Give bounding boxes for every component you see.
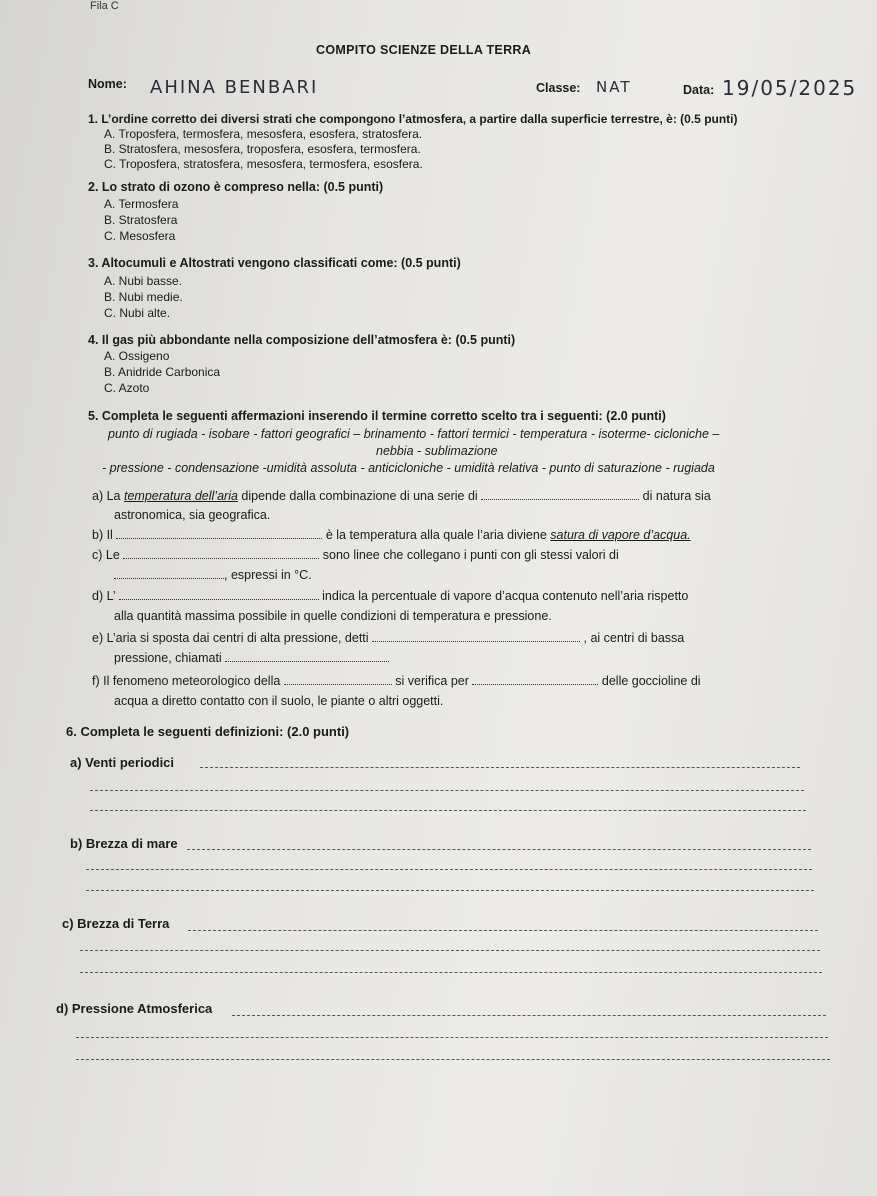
terms-line-1: punto di rugiada - isobare - fattori geografici – brinamento - fattori termici - temperatura - isoterme- cicloniche – bbox=[108, 427, 720, 441]
definition-a-line-2[interactable] bbox=[90, 790, 804, 791]
statement-a-cont: astronomica, sia geografica. bbox=[114, 508, 271, 522]
q3-option-b: B. Nubi medie. bbox=[104, 290, 183, 304]
statement-a: a) La temperatura dell’aria dipende dalla combinazione di una serie di di natura sia bbox=[92, 489, 711, 503]
class-value: NAT bbox=[596, 78, 632, 96]
definition-a-line-3[interactable] bbox=[90, 810, 806, 811]
definition-b-label: b) Brezza di mare bbox=[70, 836, 178, 851]
q4-option-b: B. Anidride Carbonica bbox=[104, 365, 221, 379]
question-6: 6. Completa le seguenti definizioni: (2.0 punti) bbox=[66, 724, 350, 739]
blank-c1[interactable] bbox=[123, 557, 319, 559]
question-2: 2. Lo strato di ozono è compreso nella: (0.5 punti) bbox=[88, 180, 384, 194]
definition-a-line-1[interactable] bbox=[200, 767, 800, 768]
question-4: 4. Il gas più abbondante nella composizione dell’atmosfera è: (0.5 punti) bbox=[88, 333, 516, 347]
date-label: Data: bbox=[683, 83, 715, 97]
statement-f-cont: acqua a diretto contatto con il suolo, le piante o altri oggetti. bbox=[114, 694, 444, 708]
definition-d-label: d) Pressione Atmosferica bbox=[56, 1001, 213, 1016]
statement-b: b) Il è la temperatura alla quale l’aria diviene satura di vapore d’acqua. bbox=[92, 528, 691, 542]
statement-c: c) Le sono linee che collegano i punti con gli stessi valori di bbox=[92, 548, 619, 562]
q1-option-c: C. Troposfera, stratosfera, mesosfera, termosfera, esosfera. bbox=[104, 157, 423, 171]
q2-option-c: C. Mesosfera bbox=[104, 229, 176, 243]
page-title: COMPITO SCIENZE DELLA TERRA bbox=[316, 43, 532, 57]
statement-e-cont: pressione, chiamati bbox=[114, 651, 389, 665]
definition-b-line-1[interactable] bbox=[187, 849, 811, 850]
blank-e2[interactable] bbox=[225, 660, 389, 662]
definition-c-label: c) Brezza di Terra bbox=[62, 916, 170, 931]
q4-option-a: A. Ossigeno bbox=[104, 349, 170, 363]
class-label: Classe: bbox=[536, 81, 581, 95]
definition-a-label: a) Venti periodici bbox=[70, 755, 175, 770]
terms-line-3: - pressione - condensazione -umidità assoluta - anticicloniche - umidità relativa - punto di saturazione - rugiada bbox=[102, 461, 715, 475]
statement-f: f) Il fenomeno meteorologico della si verifica per delle goccioline di bbox=[92, 674, 701, 688]
terms-line-2: nebbia - sublimazione bbox=[376, 444, 498, 458]
blank-a[interactable] bbox=[481, 498, 639, 500]
blank-b[interactable] bbox=[116, 537, 322, 539]
definition-d-line-1[interactable] bbox=[232, 1015, 826, 1016]
definition-c-line-1[interactable] bbox=[188, 930, 818, 931]
statement-c-cont: , espressi in °C. bbox=[114, 568, 312, 582]
blank-c2[interactable] bbox=[114, 577, 224, 579]
question-1: 1. L’ordine corretto dei diversi strati che compongono l’atmosfera, a partire dalla superficie terrestre, è: (0.5 punti) bbox=[88, 112, 738, 126]
fila-label: Fila C bbox=[90, 0, 119, 12]
blank-f1[interactable] bbox=[284, 683, 392, 685]
statement-e: e) L’aria si sposta dai centri di alta pressione, detti , ai centri di bassa bbox=[92, 631, 685, 645]
definition-b-line-2[interactable] bbox=[86, 869, 812, 870]
question-5: 5. Completa le seguenti affermazioni inserendo il termine corretto scelto tra i seguenti: (2.0 punti) bbox=[88, 409, 666, 423]
definition-d-line-3[interactable] bbox=[76, 1059, 830, 1060]
definition-b-line-3[interactable] bbox=[86, 890, 814, 891]
name-label: Nome: bbox=[88, 77, 127, 91]
blank-d[interactable] bbox=[119, 598, 319, 600]
name-value: AHINA BENBARI bbox=[150, 77, 319, 98]
q1-option-a: A. Troposfera, termosfera, mesosfera, esosfera, stratosfera. bbox=[104, 127, 423, 141]
definition-d-line-2[interactable] bbox=[76, 1037, 828, 1038]
q2-option-a: A. Termosfera bbox=[104, 197, 179, 211]
q4-option-c: C. Azoto bbox=[104, 381, 150, 395]
date-value: 19/05/2025 bbox=[722, 76, 858, 100]
statement-d: d) L’ indica la percentuale di vapore d’acqua contenuto nell’aria rispetto bbox=[92, 589, 689, 603]
blank-f2[interactable] bbox=[472, 683, 598, 685]
definition-c-line-3[interactable] bbox=[80, 972, 822, 973]
q1-option-b: B. Stratosfera, mesosfera, troposfera, esosfera, termosfera. bbox=[104, 142, 421, 156]
question-3: 3. Altocumuli e Altostrati vengono classificati come: (0.5 punti) bbox=[88, 256, 461, 270]
statement-d-cont: alla quantità massima possibile in quelle condizioni di temperatura e pressione. bbox=[114, 609, 552, 623]
q3-option-a: A. Nubi basse. bbox=[104, 274, 183, 288]
definition-c-line-2[interactable] bbox=[80, 950, 820, 951]
q2-option-b: B. Stratosfera bbox=[104, 213, 178, 227]
q3-option-c: C. Nubi alte. bbox=[104, 306, 171, 320]
blank-e1[interactable] bbox=[372, 640, 580, 642]
